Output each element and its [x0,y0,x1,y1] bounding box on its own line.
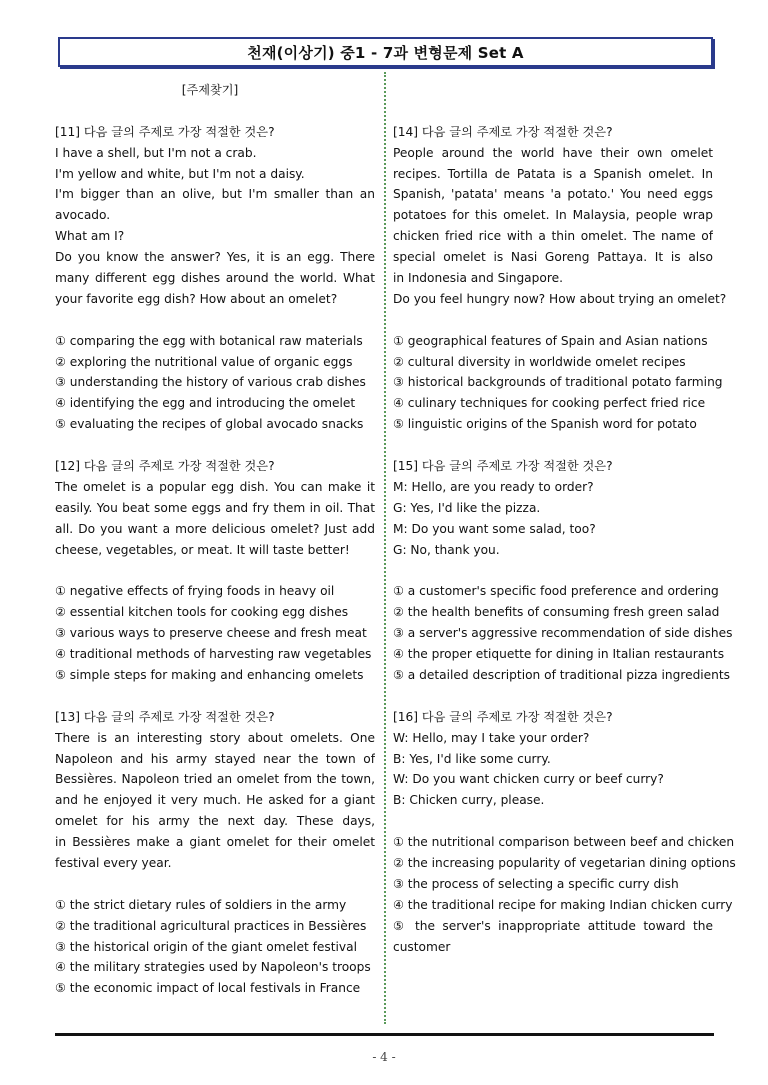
passage-line: festival every year. [55,855,172,870]
answer-option: ⑤ the economic impact of local festivals in France [55,981,361,996]
question-16 [393,707,736,958]
answer-option: ① geographical features of Spain and Asian nations [393,333,708,348]
passage-line: in Bessières make a giant omelet for their omelet [55,835,375,850]
left-column [55,80,375,999]
passage-line: easily. You beat some eggs and fry them in oil. That [55,500,375,515]
answer-option-continued: customer [393,939,451,954]
question-15 [393,456,733,686]
passage-line: People around the world have their own omelet [393,145,713,160]
dialogue-line: M: Hello, are you ready to order? [393,479,594,494]
passage-line: I'm yellow and white, but I'm not a daisy. [55,166,305,181]
question-prompt: [13] 다음 글의 주제로 가장 적절한 것은? [55,709,275,724]
answer-option: ④ the proper etiquette for dining in Italian restaurants [393,647,725,662]
passage-line: I have a shell, but I'm not a crab. [55,145,257,160]
passage-line: Bessières. Napoleon tried an omelet from the town, [55,772,375,787]
passage-line: What am I? [55,229,125,244]
answer-option: ⑤ simple steps for making and enhancing omelets [55,667,364,682]
answer-option: ③ the process of selecting a specific curry dish [393,876,679,891]
dialogue-line: B: Yes, I'd like some curry. [393,751,551,766]
answer-option: ⑤ linguistic origins of the Spanish word for potato [393,417,697,432]
passage-line: Do you know the answer? Yes, it is an egg. There [55,250,375,265]
question-prompt: [14] 다음 글의 주제로 가장 적절한 것은? [393,124,613,139]
dialogue-line: W: Hello, may I take your order? [393,730,590,745]
passage-line: There is an interesting story about omelets. One [55,730,375,745]
answer-option: ④ culinary techniques for cooking perfect fried rice [393,396,706,411]
question-prompt: [11] 다음 글의 주제로 가장 적절한 것은? [55,124,275,139]
answer-option: ① negative effects of frying foods in heavy oil [55,584,335,599]
question-prompt: [12] 다음 글의 주제로 가장 적절한 것은? [55,459,275,474]
section-label: [주제찾기] [181,83,239,97]
answer-option: ⑤ evaluating the recipes of global avocado snacks [55,417,364,432]
dialogue-line: W: Do you want chicken curry or beef curry? [393,772,664,787]
answer-option: ② essential kitchen tools for cooking egg dishes [55,605,349,620]
answer-option: ② cultural diversity in worldwide omelet recipes [393,354,686,369]
right-column [393,80,736,957]
passage-line: avocado. [55,208,111,223]
answer-option: ② the traditional agricultural practices in Bessières [55,918,367,933]
passage-line: I'm bigger than an olive, but I'm smaller than an [55,187,375,202]
answer-option: ② the increasing popularity of vegetarian dining options [393,855,736,870]
question-prompt: [15] 다음 글의 주제로 가장 적절한 것은? [393,459,613,474]
passage-line: The omelet is a popular egg dish. You can make it [55,479,375,494]
passage-line: in Indonesia and Singapore. [393,271,563,286]
passage-line: your favorite egg dish? How about an omelet? [55,291,338,306]
passage-line: and he enjoyed it very much. He asked for a giant [55,793,375,808]
answer-option: ① the strict dietary rules of soldiers in the army [55,897,347,912]
answer-option: ③ understanding the history of various crab dishes [55,375,366,390]
passage-line: many different egg dishes around the world. What [55,271,375,286]
answer-option: ① comparing the egg with botanical raw materials [55,333,363,348]
question-14 [393,122,727,435]
answer-option: ④ the military strategies used by Napoleon's troops [55,960,371,975]
answer-option: ② exploring the nutritional value of organic eggs [55,354,353,369]
page-title: 천재(이상기) 중1 - 7과 변형문제 Set A [58,37,713,67]
answer-option: ④ identifying the egg and introducing the omelet [55,396,356,411]
question-12 [55,456,375,686]
answer-option: ⑤ the server's inappropriate attitude toward the [393,918,713,933]
column-divider [384,72,386,1024]
question-11 [55,122,375,435]
answer-option: ② the health benefits of consuming fresh green salad [393,605,720,620]
passage-line: Do you feel hungry now? How about trying an omelet? [393,291,727,306]
bottom-rule [55,1033,714,1036]
question-prompt: [16] 다음 글의 주제로 가장 적절한 것은? [393,709,613,724]
passage-line: all. Do you want a more delicious omelet? Just add [55,521,375,536]
answer-option: ③ a server's aggressive recommendation of side dishes [393,626,733,641]
dialogue-line: M: Do you want some salad, too? [393,521,596,536]
passage-line: special omelet is Nasi Goreng Pattaya. It is also [393,250,713,265]
page-number: - 4 - [372,1050,396,1064]
answer-option: ① a customer's specific food preference and ordering [393,584,719,599]
passage-line: potatoes for this omelet. In Malaysia, people wrap [393,208,713,223]
passage-line: cheese, vegetables, or meat. It will taste better! [55,542,350,557]
dialogue-line: B: Chicken curry, please. [393,793,545,808]
dialogue-line: G: No, thank you. [393,542,500,557]
passage-line: Spanish, 'patata' means 'a potato.' You need eggs [393,187,713,202]
passage-line: chicken fried rice with a thin omelet. The name of [393,229,713,244]
question-13 [55,707,375,999]
answer-option: ① the nutritional comparison between beef and chicken [393,835,735,850]
answer-option: ⑤ a detailed description of traditional pizza ingredients [393,667,731,682]
dialogue-line: G: Yes, I'd like the pizza. [393,500,541,515]
passage-line: omelet for his army the next day. These days, [55,814,375,829]
answer-option: ④ the traditional recipe for making Indian chicken curry [393,897,733,912]
passage-line: recipes. Tortilla de Patata is a Spanish omelet. In [393,166,713,181]
answer-option: ③ historical backgrounds of traditional potato farming [393,375,723,390]
answer-option: ③ various ways to preserve cheese and fresh meat [55,626,367,641]
answer-option: ③ the historical origin of the giant omelet festival [55,939,357,954]
passage-line: Napoleon and his army stayed near the town of [55,751,375,766]
answer-option: ④ traditional methods of harvesting raw vegetables [55,647,372,662]
